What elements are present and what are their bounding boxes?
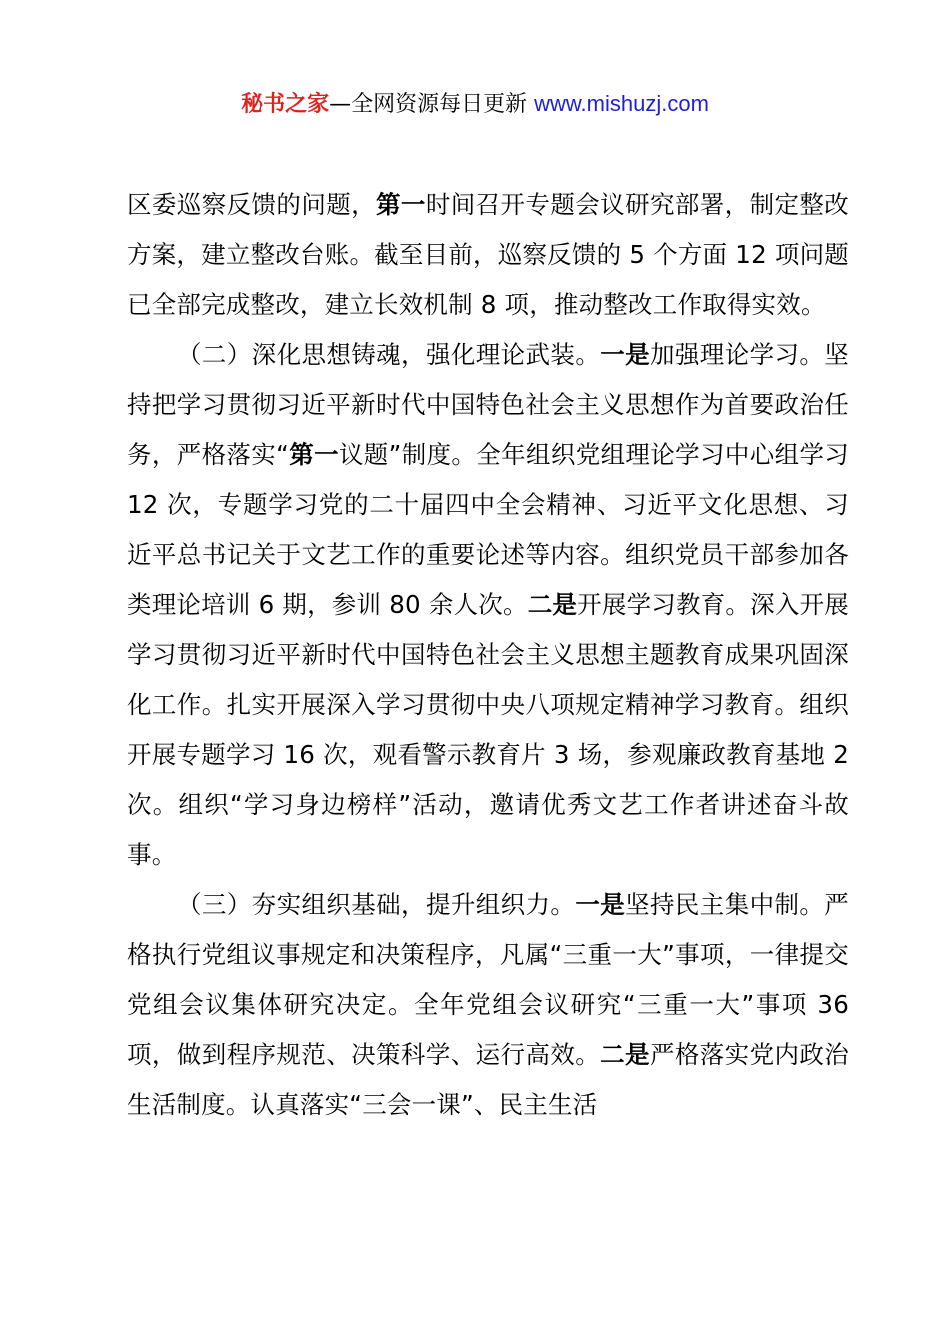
- body-text-run: （二）深化思想铸魂，强化理论武装。: [177, 340, 601, 369]
- emphasis-text: 第一: [289, 440, 339, 469]
- emphasis-text: 一是: [575, 890, 626, 919]
- body-text-run: 区委巡察反馈的问题，: [127, 190, 377, 219]
- paragraph-section-3: [127, 880, 849, 1130]
- body-text-run: （三）夯实组织基础，提升组织力。: [177, 890, 576, 919]
- document-body: [127, 180, 849, 1130]
- page-header: [0, 88, 950, 121]
- body-text-run: 开展学习教育。深入开展学习贯彻习近平新时代中国特色社会主义思想主题教育成果巩固深化工作。扎实开展深入学习贯彻中央八项规定精神学习教育。组织开展专题学习 16 次，观看警示教育片 3 场，参观廉政教育基地 2 次。组织“学习身边榜样”活动，邀请优秀文艺工作者讲述奋斗故事。: [127, 590, 850, 869]
- paragraph-continued: [127, 180, 849, 330]
- site-tagline: —全网资源每日更新: [329, 92, 528, 117]
- body-text-run: 议题”制度。全年组织党组理论学习中心组学习 12 次，专题学习党的二十届四中全会精神、习近平文化思想、习近平总书记关于文艺工作的重要论述等内容。组织党员干部参加各类理论培训 6 期，参训 80 余人次。: [127, 440, 850, 619]
- emphasis-text: 一是: [600, 340, 651, 369]
- body-text-run: 加强理论学习。坚持把学习贯彻习近平新时代中国特色社会主义思想作为首要政治任务，严格落实“: [127, 340, 849, 469]
- body-text-run: 时间召开专题会议研究部署，制定整改方案，建立整改台账。截至目前，巡察反馈的 5 个方面 12 项问题已全部完成整改，建立长效机制 8 项，推动整改工作取得实效。: [127, 190, 849, 319]
- paragraph-section-2: [127, 330, 849, 880]
- site-url-link[interactable]: www.mishuzj.com: [534, 91, 709, 116]
- body-text-run: 严格落实党内政治生活制度。认真落实“三会一课”、民主生活: [127, 1040, 849, 1119]
- emphasis-text: 第一: [376, 190, 426, 219]
- emphasis-text: 二是: [527, 590, 578, 619]
- emphasis-text: 二是: [600, 1040, 650, 1069]
- body-text-run: 坚持民主集中制。严格执行党组议事规定和决策程序，凡属“三重一大”事项，一律提交党组会议集体研究决定。全年党组会议研究“三重一大”事项 36 项，做到程序规范、决策科学、运行高效。: [127, 890, 849, 1069]
- site-brand: 秘书之家: [241, 92, 330, 117]
